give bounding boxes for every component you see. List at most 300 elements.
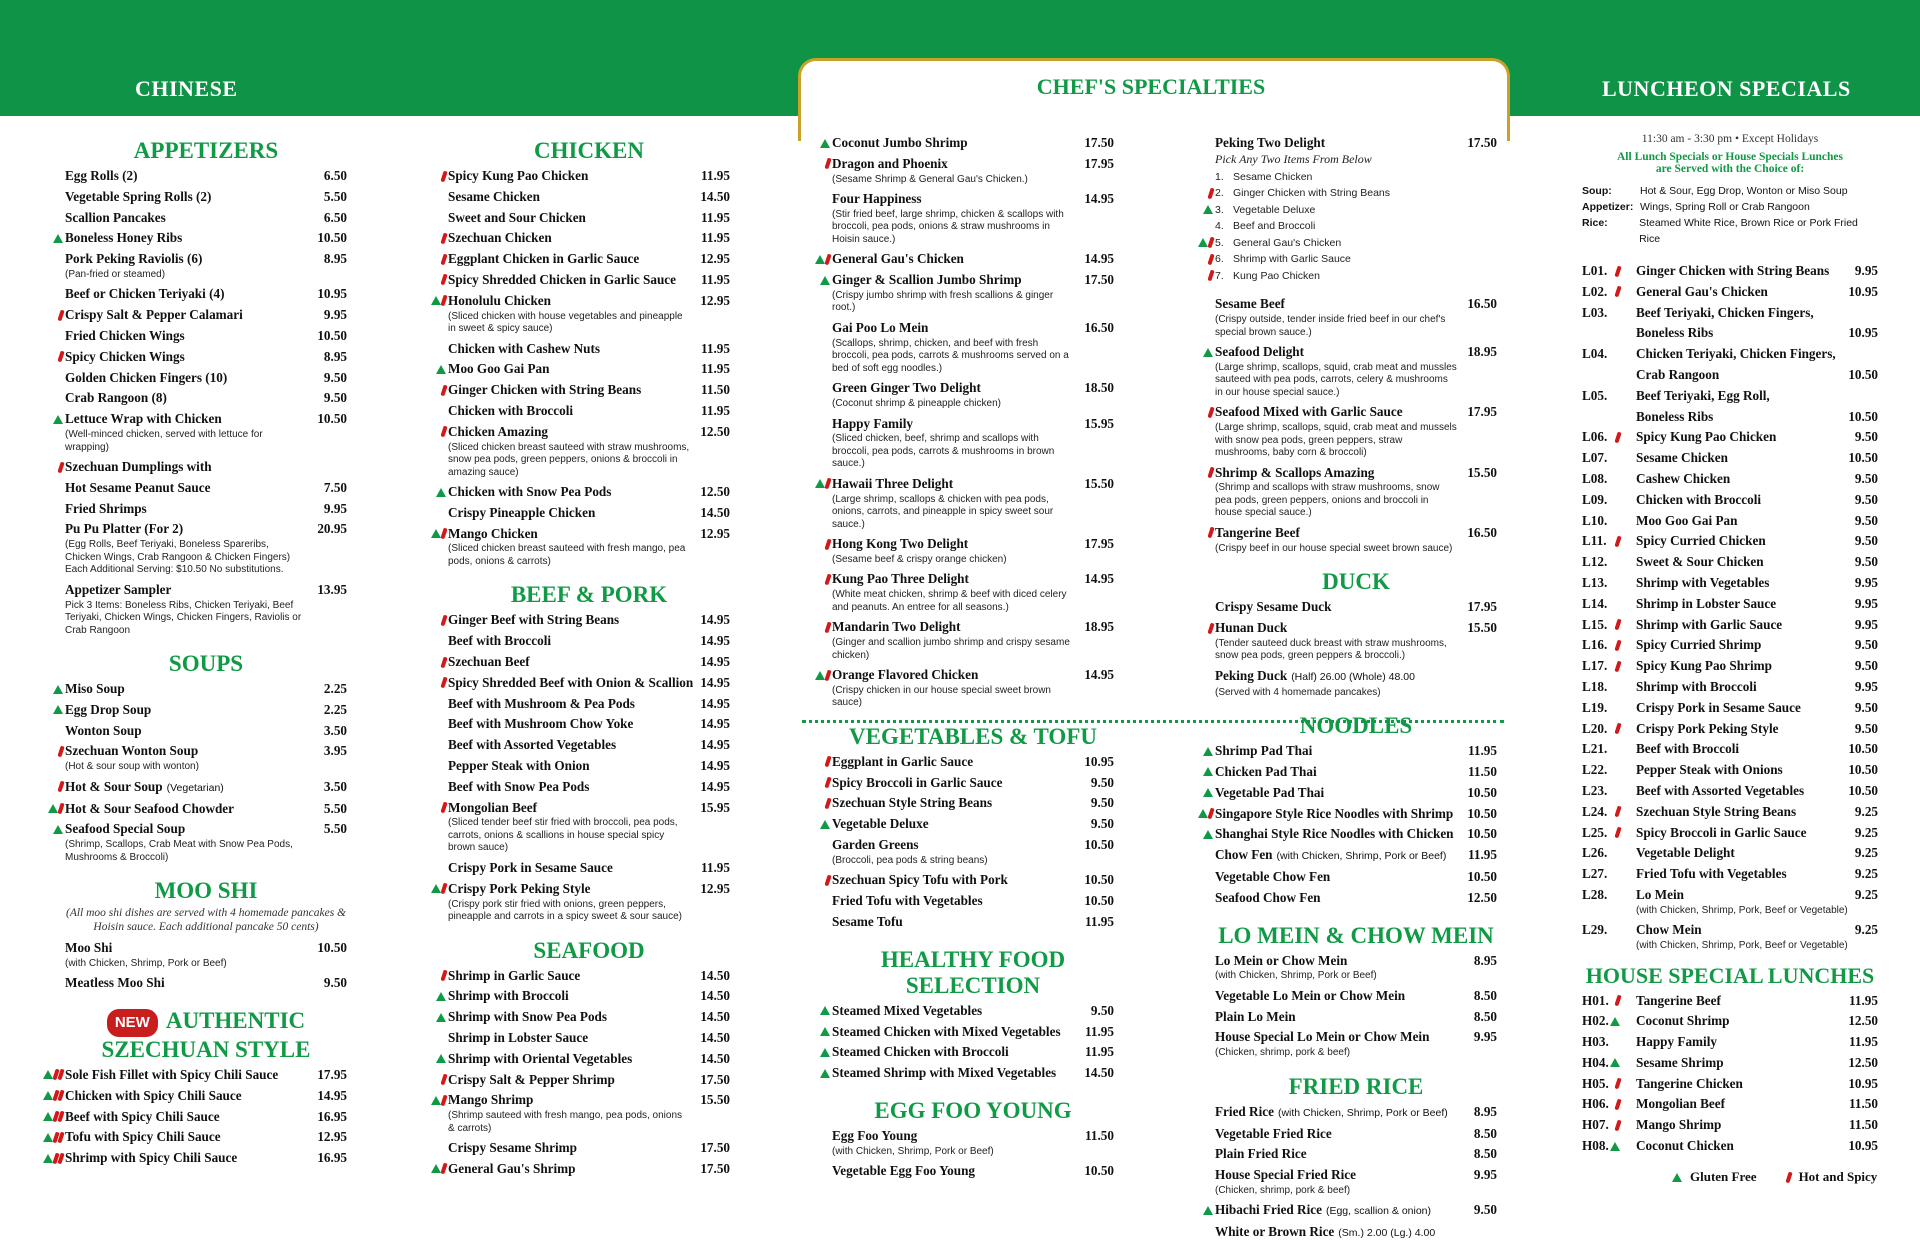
pepper-icon [57, 781, 64, 793]
item-title: Wonton Soup [65, 722, 142, 738]
item-code: L08. [1582, 470, 1608, 486]
pepper-icon [1207, 407, 1214, 419]
triangle-icon [1610, 1017, 1620, 1026]
item-name [448, 610, 700, 631]
item-title: Beef with Mushroom Chow Yoke [448, 716, 634, 732]
pick-item [1215, 251, 1497, 268]
item-extra: (Vegetarian) [166, 781, 224, 794]
option-value: Hot & Sour, Egg Drop, Wonton or Miso Soup [1640, 185, 1848, 197]
item-name [448, 798, 700, 819]
item-title: Crispy Salt & Pepper Calamari [65, 307, 243, 323]
item-title: Hibachi Fried Rice [1215, 1202, 1322, 1218]
item-title: Happy Family [1636, 1034, 1717, 1050]
item-price: 9.25 [1854, 845, 1878, 861]
item-name [65, 1065, 317, 1086]
menu-item [65, 700, 347, 721]
menu-item [448, 482, 730, 503]
marker [802, 534, 830, 554]
menu-item [448, 714, 730, 735]
item-price: 9.50 [1473, 1202, 1497, 1218]
item-title: Peking Two Delight [1215, 135, 1326, 150]
marker [418, 1070, 446, 1090]
item-price: 9.50 [323, 369, 347, 385]
item-title: Shrimp in Garlic Sauce [448, 967, 581, 983]
item-description: (White meat chicken, shrimp & beef with diced celery and peanuts. An entree for all seasons.) [832, 589, 1067, 613]
item-name [448, 777, 700, 798]
pick-item [1215, 202, 1497, 219]
lunch-item [1582, 552, 1878, 573]
marker [418, 652, 446, 672]
marker [418, 270, 446, 290]
marker [1185, 618, 1213, 638]
lunch-item [1582, 920, 1878, 941]
item-description: (Sesame Shrimp & General Gau's Chicken.) [832, 173, 1028, 185]
item-title: Fried Rice [1215, 1103, 1274, 1119]
lunch-option [1582, 215, 1878, 247]
pepper-icon [440, 677, 447, 689]
section-title-text: CHICKEN [534, 138, 644, 163]
item-price: 14.50 [700, 988, 730, 1004]
item-code: L22. [1582, 762, 1608, 778]
item-code: L18. [1582, 678, 1608, 694]
item-title: Sesame Chicken [448, 188, 540, 204]
item-title: Fried Shrimps [65, 500, 147, 516]
item-price: 11.95 [701, 402, 730, 418]
item-price: 9.50 [1854, 658, 1878, 674]
item-name [65, 409, 317, 430]
marker [1606, 1074, 1620, 1094]
marker [1606, 991, 1620, 1011]
item-price: 12.95 [700, 880, 730, 896]
item-price: 11.95 [701, 340, 730, 356]
pick-number: 4. [1215, 220, 1224, 233]
item-name [448, 652, 700, 673]
menu-item [65, 721, 347, 742]
menu-item [1215, 666, 1497, 688]
item-price: 14.95 [700, 612, 730, 628]
item-title: Mongolian Beef [1636, 1096, 1726, 1112]
lunch-item [1582, 1136, 1878, 1157]
item-title: House Special Fried Rice [1215, 1167, 1357, 1183]
triangle-icon [1203, 767, 1213, 776]
item-price: 11.95 [1085, 1023, 1114, 1039]
item-price: 15.50 [1084, 475, 1114, 491]
item-name [832, 1161, 1084, 1182]
item-price: 3.50 [323, 778, 347, 794]
item-description: (Sliced chicken, beef, shrimp and scallops with broccoli, pea pods, carrots & mushrooms in brown sauce.) [832, 433, 1055, 470]
lunch-item [1582, 303, 1878, 345]
marker [418, 610, 446, 630]
item-name [448, 524, 700, 545]
item-marker [1622, 511, 1636, 525]
pick-number: 5. [1215, 236, 1224, 249]
item-title: Sweet & Sour Chicken [1636, 554, 1764, 570]
item-price: 9.25 [1854, 866, 1878, 882]
menu-item [448, 1159, 730, 1180]
item-name [832, 870, 1084, 891]
item-title: Sole Fish Fillet with Spicy Chili Sauce [65, 1066, 279, 1082]
menu-item [832, 154, 1114, 175]
item-code: L29. [1582, 922, 1608, 938]
item-name [448, 673, 700, 694]
item-name [1636, 303, 1848, 345]
item-name [1636, 864, 1855, 885]
item-description: (Crispy jumbo shrimp with fresh scallions & ginger root.) [832, 289, 1054, 314]
item-title: Mongolian Beef [448, 799, 538, 815]
item-name [1215, 597, 1467, 618]
pick-text: General Gau's Chicken [1233, 236, 1342, 249]
menu-item [832, 752, 1114, 773]
section-title [65, 138, 347, 164]
lunch-item [1582, 511, 1878, 532]
pick-number: 6. [1215, 253, 1224, 266]
item-name [1636, 282, 1848, 303]
column-lunch [1582, 133, 1878, 1157]
lunch-choice: All Lunch Specials or House Specials Lunches [1617, 151, 1843, 163]
triangle-icon [53, 234, 63, 243]
lunch-item [1582, 1094, 1878, 1115]
item-name [448, 986, 700, 1007]
item-title: Tangerine Beef [1636, 992, 1721, 1008]
item-description: (Crispy outside, tender inside fried beef in our chef's special brown sauce.) [1215, 314, 1446, 338]
item-name [65, 187, 324, 208]
menu-item [832, 414, 1114, 435]
marker [418, 249, 446, 269]
menu-item [448, 1049, 730, 1070]
marker [35, 741, 63, 761]
item-description: (Large shrimp, scallops & chicken with pea pods, onions, carrots, and pineapple in spicy sweet sour sauce.) [832, 493, 1054, 530]
item-title: Meatless Moo Shi [65, 975, 165, 991]
menu-item [65, 187, 347, 208]
triangle-icon [1610, 1058, 1620, 1067]
item-description: (Pan-fried or steamed) [65, 268, 166, 280]
item-price: 9.95 [323, 307, 347, 323]
item-title: Crispy Salt & Pepper Shrimp [448, 1071, 615, 1087]
item-price: 16.95 [317, 1150, 347, 1166]
item-title: Gai Poo Lo Mein [832, 319, 929, 335]
item-price: 10.50 [1848, 408, 1878, 424]
menu-item [448, 270, 730, 291]
item-name [1215, 294, 1467, 315]
item-code: L28. [1582, 886, 1608, 902]
item-price: 8.95 [1473, 1103, 1497, 1119]
item-code: L01. [1582, 263, 1608, 278]
item-title: Chicken with Spicy Chili Sauce [65, 1087, 242, 1103]
lunch-item [1582, 823, 1878, 844]
section-title-text: VEGETABLES & TOFU [849, 723, 1097, 749]
item-price: 14.50 [700, 1050, 730, 1066]
item-title: Spicy Chicken Wings [65, 348, 185, 364]
item-name [1636, 920, 1855, 941]
item-description: (Ginger and scallion jumbo shrimp and crispy sesame chicken) [832, 637, 1070, 661]
item-title: Fried Tofu with Vegetables [832, 893, 983, 909]
item-title: Beef with Assorted Vegetables [1636, 782, 1805, 798]
item-price: 9.50 [1854, 637, 1878, 653]
legend-gf: Gluten Free [1690, 1169, 1757, 1184]
item-title: Shrimp with Broccoli [1636, 678, 1757, 694]
item-description: (Chicken, shrimp, pork & beef) [1215, 1047, 1351, 1059]
lunch-item [1582, 1053, 1878, 1074]
pepper-icon [824, 574, 831, 586]
item-name [832, 318, 1084, 339]
item-title: Steamed Chicken with Mixed Vegetables [832, 1023, 1061, 1039]
item-name [1636, 719, 1855, 740]
item-title: Sesame Shrimp [1636, 1054, 1724, 1070]
item-title: Szechuan Beef [448, 654, 530, 670]
item-marker [1622, 303, 1636, 317]
item-name [65, 305, 324, 326]
menu-item [65, 1086, 347, 1107]
triangle-icon [431, 1096, 441, 1105]
item-title: Ginger & Scallion Jumbo Shrimp [832, 272, 1022, 288]
item-title: Egg Foo Young [832, 1127, 918, 1143]
column-4 [1215, 133, 1497, 1244]
triangle-icon [1203, 747, 1213, 756]
item-price: 8.50 [1473, 1146, 1497, 1162]
pick-number: 1. [1215, 170, 1224, 183]
item-marker [1622, 864, 1636, 878]
triangle-icon [53, 705, 63, 714]
menu-item [65, 499, 347, 520]
triangle-icon [820, 1027, 830, 1036]
item-name [832, 249, 1084, 270]
item-description: Pick 3 Items: Boneless Ribs, Chicken Teriyaki, Beef Teriyaki, Chicken Wings, Chicken Fingers, Raviolis or Crab Rangoon [65, 599, 302, 636]
triangle-icon [815, 671, 825, 680]
marker [802, 474, 830, 494]
menu-item [1215, 783, 1497, 804]
item-price: 14.50 [700, 967, 730, 983]
item-name [832, 154, 1084, 175]
item-description: (Hot & sour soup with wonton) [65, 761, 199, 773]
item-name [1636, 1011, 1848, 1032]
item-name [65, 819, 324, 840]
lunch-item [1582, 386, 1878, 428]
item-price: 12.50 [700, 423, 730, 439]
menu-item [1215, 1222, 1497, 1244]
item-price: 12.50 [1848, 1013, 1878, 1029]
item-name [448, 422, 700, 443]
marker [418, 291, 446, 311]
item-name [448, 1007, 700, 1028]
item-title: Tangerine Beef [1215, 524, 1300, 540]
item-title: Coconut Chicken [1636, 1138, 1734, 1154]
item-price: 10.50 [1467, 826, 1497, 842]
menu-item [448, 986, 730, 1007]
item-name [65, 700, 324, 721]
section-title: HOUSE SPECIAL LUNCHES [1585, 962, 1875, 988]
item-price: 17.95 [1084, 536, 1114, 552]
item-title: Crispy Sesame Duck [1215, 599, 1332, 615]
item-title: Vegetable Egg Foo Young [832, 1163, 975, 1179]
marker [1185, 342, 1213, 362]
lunch-item [1582, 469, 1878, 490]
pepper-icon [440, 384, 447, 396]
pepper-icon [824, 254, 831, 266]
menu-item [1215, 986, 1497, 1007]
marker [1185, 523, 1213, 543]
item-price: 9.50 [1090, 774, 1114, 790]
lunch-item [1582, 677, 1878, 698]
triangle-icon [43, 1112, 53, 1121]
item-title: Moo Goo Gai Pan [1636, 512, 1738, 528]
item-name [1215, 951, 1474, 972]
menu-item [65, 519, 347, 540]
pepper-icon [57, 746, 64, 758]
column-3 [832, 133, 1114, 1182]
lunch-item [1582, 781, 1878, 802]
item-name [832, 773, 1091, 794]
item-price: 9.50 [1854, 554, 1878, 570]
menu-item [832, 773, 1114, 794]
menu-item [1215, 1007, 1497, 1028]
item-title: Steamed Shrimp with Mixed Vegetables [832, 1065, 1057, 1081]
item-price: 9.50 [1090, 795, 1114, 811]
triangle-icon [431, 529, 441, 538]
item-title: Mango Shrimp [1636, 1117, 1722, 1133]
item-price: 6.50 [323, 209, 347, 225]
item-title: White or Brown Rice [1215, 1224, 1335, 1240]
pepper-icon [1207, 237, 1214, 249]
item-title: Szechuan Chicken [448, 230, 552, 246]
item-price: 15.95 [700, 799, 730, 815]
menu-item [448, 610, 730, 631]
menu-item [65, 973, 347, 994]
triangle-icon [43, 1091, 53, 1100]
item-description: (Sliced chicken breast sauteed with fresh mango, pea pods, onions & carrots) [448, 543, 686, 567]
item-name [1215, 1102, 1474, 1124]
marker [802, 270, 830, 290]
marker [418, 166, 446, 186]
marker [1185, 804, 1213, 824]
pepper-icon [440, 528, 447, 540]
item-title: Honolulu Chicken [448, 292, 551, 308]
item-code: H01. [1582, 992, 1609, 1008]
item-name [65, 938, 317, 959]
marker [418, 359, 446, 379]
pepper-icon [824, 777, 831, 789]
item-title: Singapore Style Rice Noodles with Shrimp [1215, 805, 1454, 821]
item-name [1636, 1094, 1849, 1115]
item-price: 3.95 [323, 743, 347, 759]
triangle-icon [48, 804, 58, 813]
menu-item [448, 208, 730, 229]
marker [1185, 402, 1213, 422]
item-price: 5.50 [323, 821, 347, 837]
section-title [65, 1008, 347, 1063]
triangle-icon [436, 365, 446, 374]
item-name [65, 580, 317, 601]
item-description: (Shrimp, Scallops, Crab Meat with Snow Pea Pods, Mushrooms & Broccoli) [65, 839, 293, 863]
item-marker [1622, 920, 1636, 934]
triangle-icon [431, 884, 441, 893]
section-title-text: HEALTHY FOOD SELECTION [880, 946, 1066, 998]
item-price: 11.95 [1085, 913, 1114, 929]
item-name [448, 858, 701, 879]
item-title: Pepper Steak with Onions [1636, 762, 1783, 778]
lunch-item [1582, 1011, 1878, 1032]
item-name [65, 519, 317, 540]
menu-item [65, 457, 347, 478]
marker [418, 380, 446, 400]
item-title: Peking Duck [1215, 667, 1288, 683]
pepper-icon [440, 233, 447, 245]
item-price: 10.50 [1848, 366, 1878, 382]
item-price: 8.95 [1473, 952, 1497, 968]
item-title: Ginger Chicken with String Beans [448, 382, 642, 398]
item-price: 17.95 [1467, 599, 1497, 615]
item-code: H06. [1582, 1096, 1609, 1112]
menu-item [448, 422, 730, 443]
item-code: L02. [1582, 283, 1608, 299]
item-name [1215, 523, 1467, 544]
item-name [65, 284, 317, 305]
item-price: 9.50 [323, 975, 347, 991]
item-price: 10.50 [1848, 450, 1878, 466]
marker [1185, 202, 1213, 218]
item-price: 11.95 [701, 859, 730, 875]
item-marker [1622, 282, 1636, 296]
pepper-icon [57, 803, 64, 815]
item-title: Crispy Pork in Sesame Sauce [1636, 699, 1801, 715]
item-description: (Large shrimp, scallops, squid, crab meat and mussels with snow pea pods, green peppers, straw mushrooms, baby corn & broccoli) [1215, 422, 1457, 459]
triangle-icon [1198, 809, 1208, 818]
triangle-icon [1203, 348, 1213, 357]
item-title: Shrimp in Lobster Sauce [1636, 595, 1777, 611]
item-title: Spicy Shredded Beef with Onion & Scallion [448, 674, 694, 690]
menu-item [65, 938, 347, 959]
item-title: Hunan Duck [1215, 620, 1288, 636]
item-title: Lettuce Wrap with Chicken [65, 411, 222, 427]
item-price: 14.95 [700, 778, 730, 794]
menu-item [448, 735, 730, 756]
item-name [1636, 531, 1855, 552]
triangle-icon [815, 479, 825, 488]
divider [802, 720, 1504, 723]
marker [418, 1049, 446, 1069]
item-price: 10.50 [1848, 741, 1878, 757]
item-name [1636, 885, 1855, 906]
item-price: 10.50 [1467, 805, 1497, 821]
item-name [65, 1107, 317, 1128]
item-name [832, 912, 1085, 933]
section-title [448, 938, 730, 964]
marker [1185, 783, 1213, 803]
item-title: Chicken with Broccoli [448, 402, 574, 418]
item-name [1636, 490, 1855, 511]
item-marker [1622, 427, 1636, 441]
item-price: 9.25 [1854, 803, 1878, 819]
option-value: Steamed White Rice, Brown Rice or Pork Fried Rice [1639, 217, 1858, 245]
pick-item [1215, 185, 1497, 202]
item-name [1636, 573, 1855, 594]
menu-item [448, 1028, 730, 1049]
item-title: Beef with Mushroom & Pea Pods [448, 695, 635, 711]
marker [418, 228, 446, 248]
menu-item [448, 673, 730, 694]
marker [1185, 824, 1213, 844]
item-title: Spicy Kung Pao Chicken [1636, 429, 1777, 445]
section-title-text: SEAFOOD [533, 937, 645, 963]
item-name [1636, 552, 1855, 573]
marker [35, 1107, 63, 1127]
lunch-option [1582, 183, 1878, 199]
lunch-item [1582, 656, 1878, 677]
item-price: 14.50 [700, 504, 730, 520]
menu-item [448, 503, 730, 524]
menu-item [65, 819, 347, 840]
pick-text: Beef and Broccoli [1233, 220, 1316, 233]
item-price: 9.50 [1854, 699, 1878, 715]
